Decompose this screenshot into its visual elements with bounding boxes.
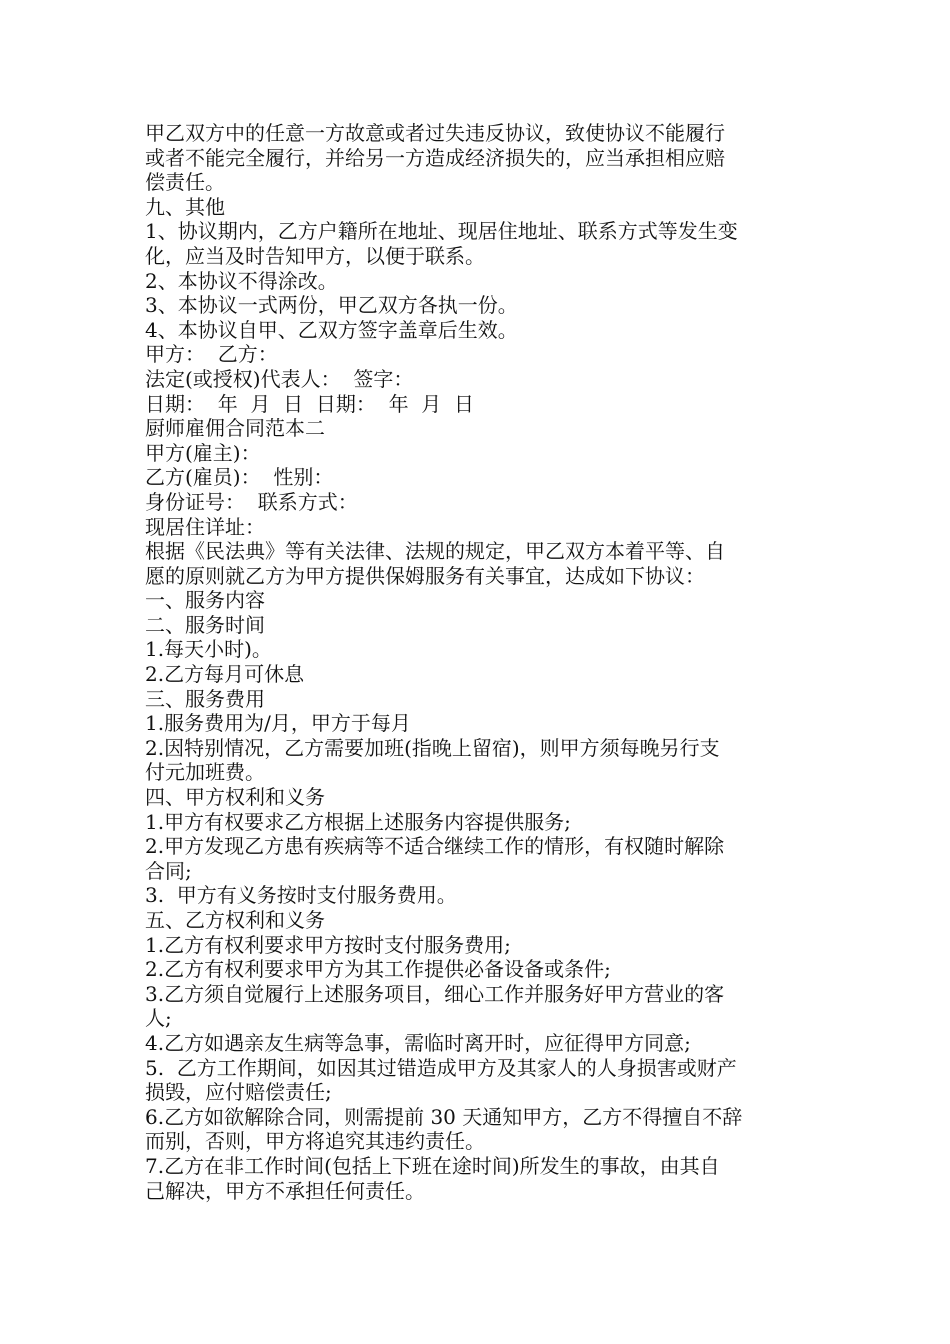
party-b-field: 乙方(雇员)： 性别： — [145, 465, 334, 490]
text-line: 4.乙方如遇亲友生病等急事，需临时离开时，应征得甲方同意; — [145, 1030, 691, 1055]
text-line: 而别，否则，甲方将追究其违约责任。 — [145, 1129, 485, 1154]
section-heading-party-b-rights: 五、乙方权利和义务 — [145, 908, 325, 932]
text-line: 1.服务费用为/月，甲方于每月 — [145, 711, 411, 736]
text-line: 或者不能完全履行，并给另一方造成经济损失的，应当承担相应赔 — [145, 145, 725, 170]
text-line: 1、协议期内，乙方户籍所在地址、现居住地址、联系方式等发生变 — [145, 219, 738, 244]
text-line: 人; — [145, 1006, 172, 1031]
text-line: 5. 乙方工作期间，如因其过错造成甲方及其家人的人身损害或财产 — [145, 1055, 737, 1080]
text-line: 7.乙方在非工作时间(包括上下班在途时间)所发生的事故，由其自 — [145, 1153, 720, 1178]
text-line: 3.乙方须自觉履行上述服务项目，细心工作并服务好甲方营业的客 — [145, 981, 725, 1006]
text-line: 1.每天小时)。 — [145, 637, 272, 662]
text-line: 损毁，应付赔偿责任; — [145, 1080, 332, 1105]
text-line: 合同; — [145, 858, 192, 883]
text-line: 2.乙方每月可休息 — [145, 662, 305, 687]
section-heading-service-content: 一、服务内容 — [145, 588, 265, 613]
section-heading-party-a-rights: 四、甲方权利和义务 — [145, 785, 325, 810]
text-line: 己解决，甲方不承担任何责任。 — [145, 1178, 425, 1203]
text-line: 2.甲方发现乙方患有疾病等不适合继续工作的情形，有权随时解除 — [145, 834, 725, 859]
document-body — [145, 121, 810, 1203]
text-line: 2.因特别情况，乙方需要加班(指晚上留宿)，则甲方须每晚另行支 — [145, 735, 720, 760]
party-a-field: 甲方(雇主)： — [145, 440, 261, 465]
text-line: 3、本协议一式两份，甲乙双方各执一份。 — [145, 293, 518, 318]
text-line: 2、本协议不得涂改。 — [145, 268, 338, 293]
text-line: 愿的原则就乙方为甲方提供保姆服务有关事宜，达成如下协议： — [145, 563, 705, 588]
text-line: 4、本协议自甲、乙双方签字盖章后生效。 — [145, 317, 518, 342]
text-line: 偿责任。 — [145, 170, 225, 195]
section-heading-other: 九、其他 — [145, 194, 225, 219]
text-line: 付元加班费。 — [145, 760, 265, 785]
text-line: 1.乙方有权利要求甲方按时支付服务费用; — [145, 932, 511, 957]
contract-title: 厨师雇佣合同范本二 — [145, 416, 325, 441]
id-contact-field: 身份证号： 联系方式： — [145, 489, 358, 514]
signature-representative-line: 法定(或授权)代表人： 签字： — [145, 366, 414, 391]
text-line: 根据《民法典》等有关法律、法规的规定，甲乙双方本着平等、自 — [145, 539, 725, 564]
signature-date-line: 日期： 年 月 日 日期： 年 月 日 — [145, 391, 475, 416]
text-line: 化，应当及时告知甲方，以便于联系。 — [145, 243, 485, 268]
section-heading-service-time: 二、服务时间 — [145, 612, 265, 637]
text-line: 1.甲方有权要求乙方根据上述服务内容提供服务; — [145, 809, 571, 834]
text-line: 3. 甲方有义务按时支付服务费用。 — [145, 883, 457, 908]
address-field: 现居住详址： — [145, 514, 265, 539]
text-line: 6.乙方如欲解除合同，则需提前 30 天通知甲方，乙方不得擅自不辞 — [145, 1104, 743, 1129]
signature-party-line: 甲方： 乙方： — [145, 342, 278, 367]
section-heading-service-fee: 三、服务费用 — [145, 686, 265, 711]
text-line: 2.乙方有权利要求甲方为其工作提供必备设备或条件; — [145, 957, 611, 982]
text-line: 甲乙双方中的任意一方故意或者过失违反协议，致使协议不能履行 — [145, 121, 725, 145]
